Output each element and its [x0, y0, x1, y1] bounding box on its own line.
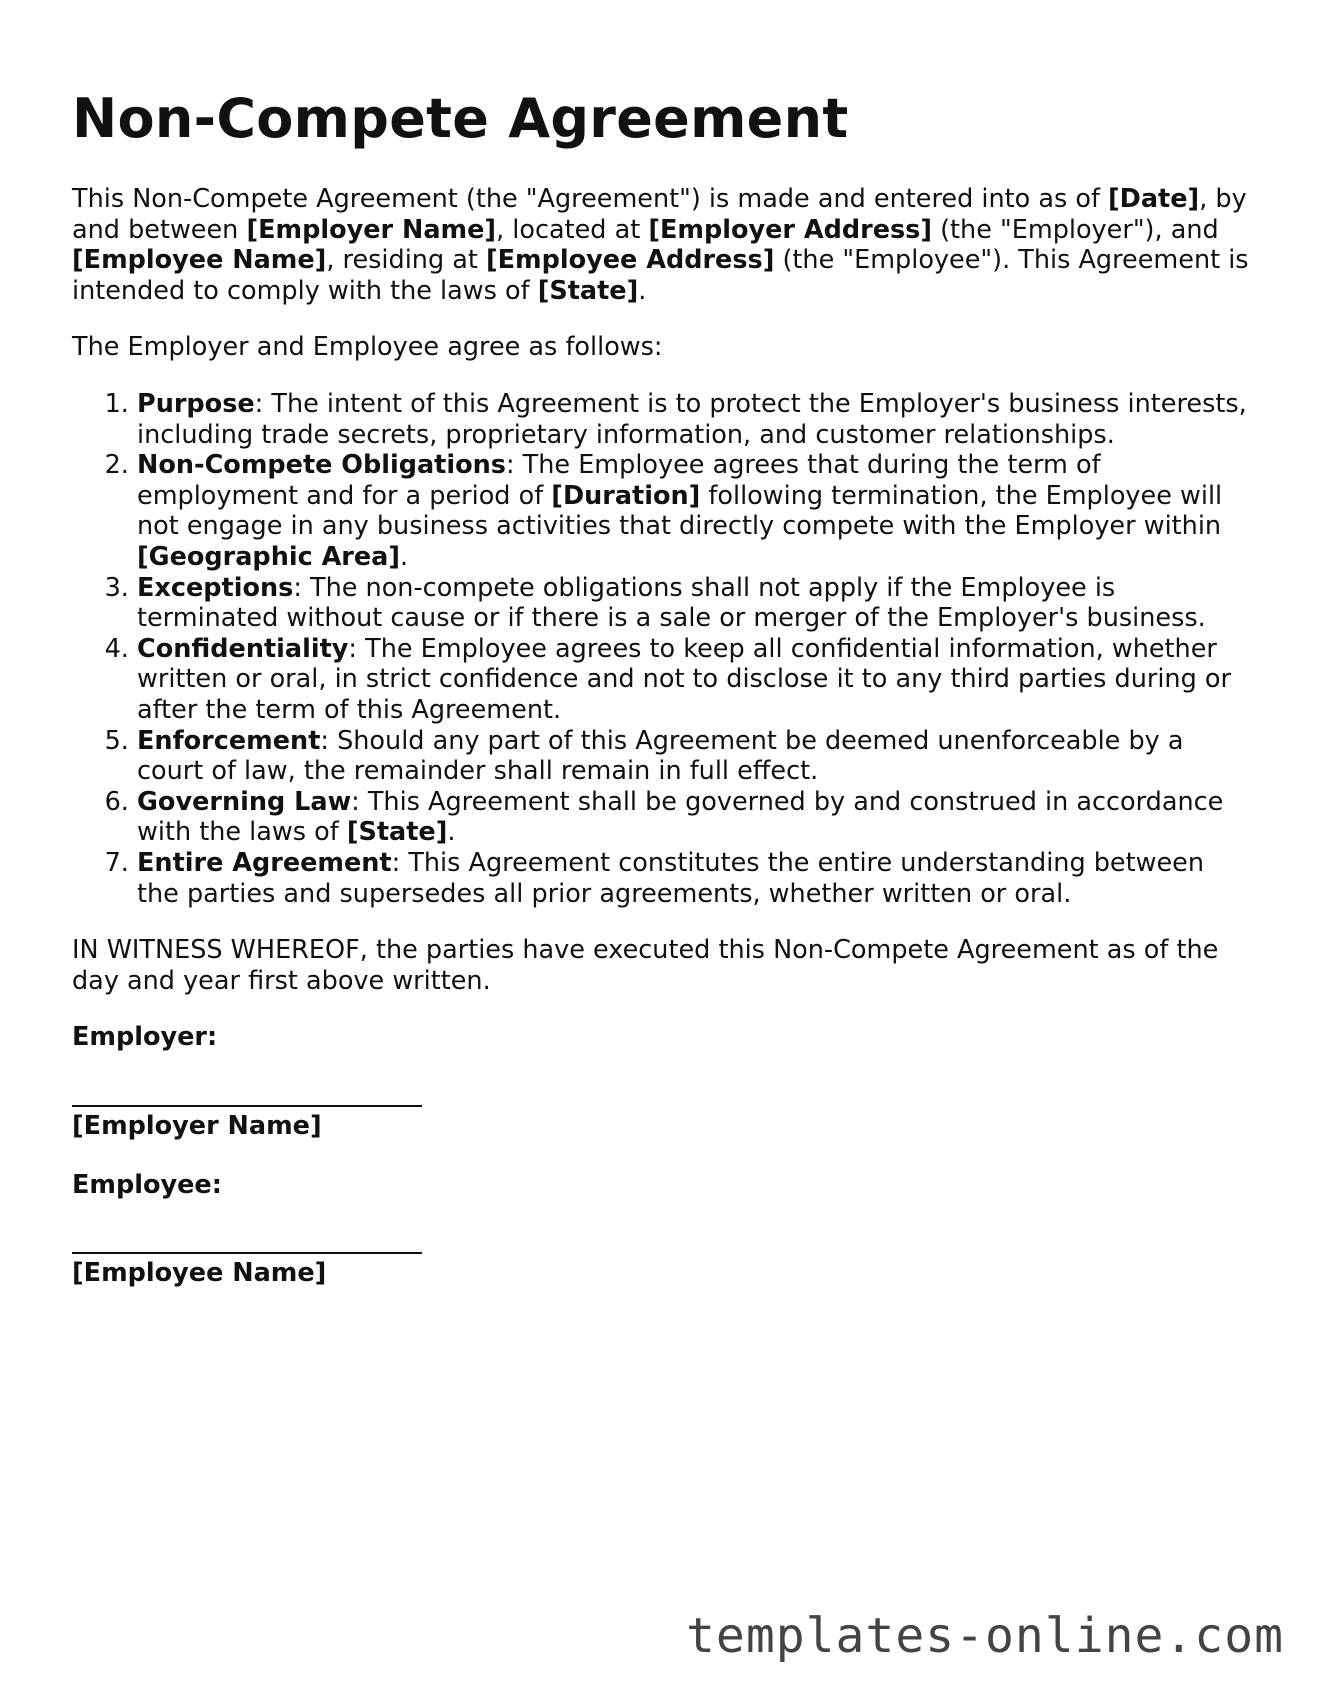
employee-signature-name: [Employee Name]	[72, 1258, 327, 1289]
clause-list	[72, 389, 1252, 909]
clause-text: : The intent of this Agreement is to protect the Employer's business interests, including trade secrets, proprietary information, and customer relationships.	[137, 389, 1247, 450]
employee-signature-line	[72, 1252, 422, 1254]
clause-title: Enforcement	[137, 725, 321, 756]
clause-exceptions	[137, 573, 1252, 634]
intro-text: This Non-Compete Agreement (the "Agreement") is made and entered into as of	[72, 184, 1109, 215]
state-placeholder: [State]	[346, 817, 448, 848]
intro-text: , by and between	[72, 184, 1247, 245]
clause-text: : Should any part of this Agreement be deemed unenforceable by a court of law, the remainder shall remain in full effect.	[137, 725, 1184, 787]
employee-label: Employee:	[72, 1169, 222, 1200]
clause-text: : The non-compete obligations shall not apply if the Employee is terminated without cause or if there is a sale or merger of the Employer's business.	[137, 572, 1206, 634]
intro-text: .	[638, 275, 647, 306]
intro-text: (the "Employer"), and	[932, 214, 1219, 245]
witness-paragraph: IN WITNESS WHEREOF, the parties have executed this Non-Compete Agreement as of the day and year first above written.	[72, 935, 1219, 996]
clause-title: Exceptions	[137, 572, 294, 603]
intro-text: (the "Employee"). This Agreement is intended to comply with the laws of	[72, 245, 1249, 306]
clause-title: Purpose	[137, 389, 255, 420]
clause-text: .	[447, 817, 456, 848]
intro-text: , located at	[496, 214, 649, 245]
intro-paragraph	[72, 184, 1252, 306]
duration-placeholder: [Duration]	[551, 480, 701, 511]
state-placeholder: [State]	[537, 275, 639, 306]
geographic-area-placeholder: [Geographic Area]	[137, 542, 401, 573]
document-page	[72, 88, 1252, 1317]
clause-confidentiality	[137, 634, 1252, 726]
clause-title: Entire Agreement	[137, 847, 392, 878]
clause-text: : This Agreement constitutes the entire understanding between the parties and supersedes all prior agreements, whether written or oral.	[137, 847, 1205, 909]
employer-label: Employer:	[72, 1022, 218, 1053]
document-title: Non-Compete Agreement	[72, 87, 849, 150]
employer-signature-block	[72, 1022, 1252, 1141]
clause-text: : This Agreement shall be governed by and construed in accordance with the laws of	[137, 786, 1224, 848]
intro-text: , residing at	[326, 245, 486, 276]
employee-name-placeholder: [Employee Name]	[72, 245, 327, 276]
clause-text: .	[400, 542, 409, 573]
clause-non-compete-obligations	[137, 450, 1252, 572]
employer-signature-name: [Employer Name]	[72, 1110, 322, 1141]
employer-address-placeholder: [Employer Address]	[648, 214, 932, 245]
watermark-text: templates-online.com	[686, 1608, 1284, 1664]
agree-paragraph: The Employer and Employee agree as follows:	[72, 332, 663, 363]
clause-text: : The Employee agrees to keep all confidential information, whether written or oral, in strict confidence and not to disclose it to any third parties during or after the term of this Agreement.	[137, 633, 1231, 725]
employee-address-placeholder: [Employee Address]	[485, 245, 775, 276]
clause-entire-agreement	[137, 848, 1252, 909]
clause-purpose	[137, 389, 1252, 450]
clause-title: Governing Law	[137, 786, 352, 817]
date-placeholder: [Date]	[1108, 184, 1200, 215]
clause-enforcement	[137, 726, 1252, 787]
clause-title: Non-Compete Obligations	[137, 450, 506, 481]
clause-governing-law	[137, 787, 1252, 848]
employee-signature-block	[72, 1170, 1252, 1289]
clause-text: : The Employee agrees that during the term of employment and for a period of	[137, 450, 1101, 511]
clause-text: following termination, the Employee will not engage in any business activities that directly compete with the Employer within	[137, 480, 1223, 542]
employer-signature-line	[72, 1105, 422, 1107]
employer-name-placeholder: [Employer Name]	[246, 214, 497, 245]
clause-title: Confidentiality	[137, 633, 349, 664]
